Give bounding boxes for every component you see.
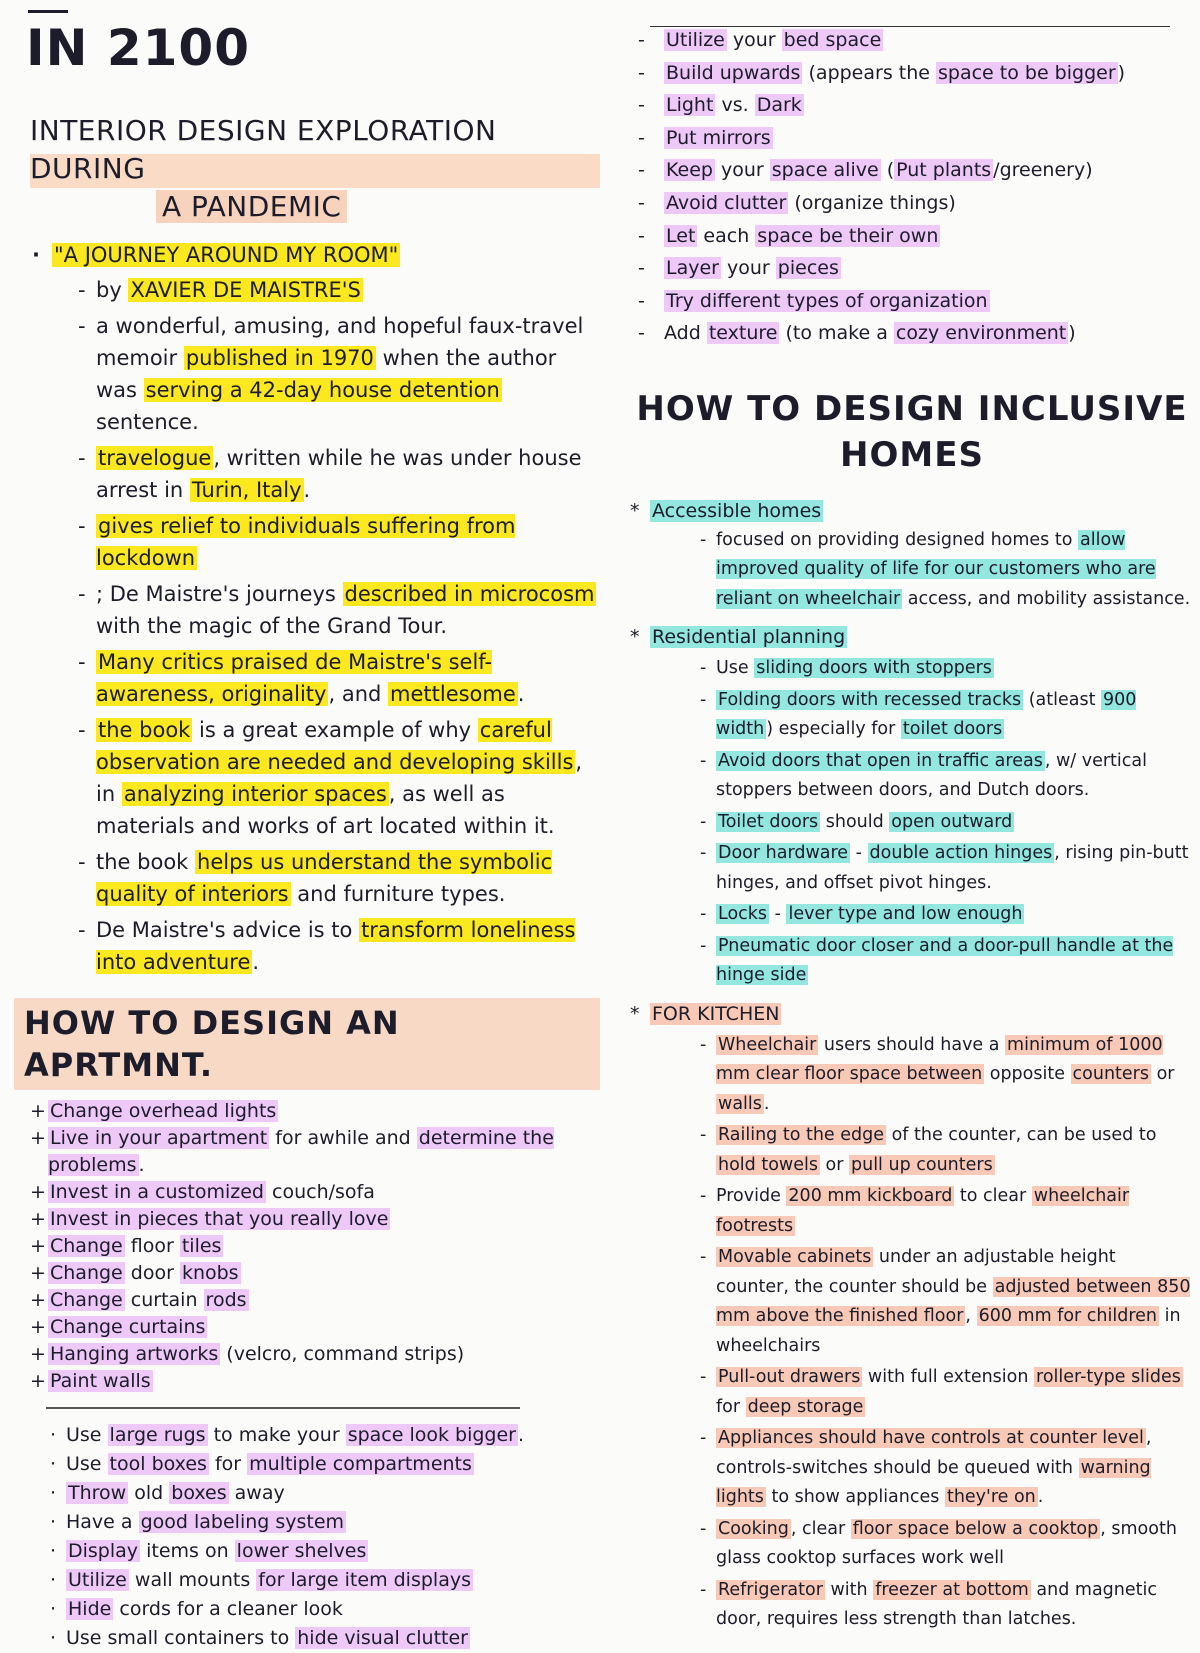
text-segment: tiles <box>181 1235 222 1257</box>
text-segment: Throw <box>68 1482 127 1504</box>
inclusive-heading <box>628 386 1196 478</box>
divider <box>46 1407 520 1409</box>
residential-point <box>628 654 1196 684</box>
text-segment: Build upwards <box>666 61 801 84</box>
text-segment: Paint walls <box>50 1370 151 1392</box>
apartment-tip <box>20 1368 600 1395</box>
text-segment: to show appliances <box>765 1487 945 1508</box>
text-segment: Utilize <box>666 29 725 51</box>
journey-point <box>20 310 600 438</box>
text-segment: Change curtains <box>50 1316 206 1338</box>
text-segment: large rugs <box>109 1424 206 1446</box>
journey-points <box>20 310 600 978</box>
text-segment: to make your <box>207 1424 346 1446</box>
text-segment: (atleast <box>1023 689 1101 710</box>
text-segment: serving a 42-day house detention <box>145 378 500 402</box>
text-segment: ( <box>880 159 895 182</box>
kitchen-point <box>628 1031 1196 1120</box>
text-segment: floor <box>124 1235 180 1257</box>
text-segment: travelogue <box>98 446 212 470</box>
page-title-line2 <box>156 188 600 226</box>
text-segment: lever type and low enough <box>788 904 1023 925</box>
text-segment: space alive <box>771 159 879 182</box>
text-segment: floor space below a cooktop <box>852 1518 1099 1539</box>
text-segment: transform loneliness into adventure <box>96 918 576 974</box>
text-segment: with the magic of the Grand Tour. <box>96 614 448 638</box>
text-segment: , <box>965 1306 977 1327</box>
text-segment: in wheelchairs <box>716 1306 1181 1356</box>
text-segment: Many critics praised de Maistre's self-awareness, originality <box>96 650 493 706</box>
text-segment: 600 mm for children <box>978 1306 1158 1327</box>
text-segment: to clear <box>954 1186 1032 1207</box>
apartment-tip <box>20 1341 600 1368</box>
text-segment: Pneumatic door closer and a door-pull handle at the hinge side <box>716 935 1174 986</box>
text-segment: - <box>850 843 868 864</box>
journey-point <box>20 846 600 910</box>
text-segment: toilet doors <box>902 719 1003 740</box>
right-column <box>628 0 1196 1635</box>
text-segment: , in <box>96 750 583 806</box>
apartment-tip <box>20 1595 600 1624</box>
text-segment: adjusted between 850 mm above the finished floor <box>716 1276 1191 1327</box>
left-column <box>20 0 600 1653</box>
kitchen-points <box>628 1031 1196 1635</box>
kitchen-label: * FOR KITCHEN <box>628 999 1196 1029</box>
text-segment: - <box>769 904 787 925</box>
text-segment: lower shelves <box>236 1540 367 1562</box>
apartment-tip <box>20 1450 600 1479</box>
text-segment: Light <box>666 94 714 117</box>
text-segment: Live in your apartment <box>50 1127 268 1149</box>
text-segment: away <box>228 1482 285 1504</box>
text-segment: focused on providing designed homes to <box>716 529 1078 550</box>
text-segment: for <box>208 1453 248 1475</box>
text-segment: , written while he was under house arrest in <box>96 446 582 502</box>
text-segment: , and <box>328 682 389 706</box>
text-segment: the book <box>98 718 191 742</box>
text-segment: Change <box>50 1262 123 1284</box>
text-segment: Wheelchair <box>718 1034 817 1055</box>
accessible-point <box>628 526 1196 615</box>
text-segment: Dark <box>756 94 802 117</box>
text-segment: couch/sofa <box>265 1181 375 1203</box>
text-segment: Invest in pieces that you really love <box>50 1208 389 1230</box>
text-segment: (organize things) <box>788 191 956 214</box>
text-segment: . <box>138 1154 145 1176</box>
text-segment: your <box>726 29 782 51</box>
kitchen-point <box>628 1424 1196 1513</box>
text-segment: (velcro, command strips) <box>220 1343 465 1365</box>
design-tip <box>628 57 1196 90</box>
text-segment: they're on <box>946 1487 1036 1508</box>
text-segment: with full extension <box>862 1367 1035 1388</box>
text-segment: space be their own <box>757 224 939 247</box>
text-segment: is a great example of why <box>192 718 478 742</box>
text-segment: rods <box>205 1289 247 1311</box>
text-segment: Movable cabinets <box>718 1247 872 1268</box>
apartment-dot-list <box>20 1421 600 1653</box>
apartment-tip <box>20 1421 600 1450</box>
text-segment: ; De Maistre's journeys <box>96 582 343 606</box>
design-tip <box>628 154 1196 187</box>
text-segment: Let <box>666 224 696 247</box>
kitchen-point <box>628 1363 1196 1422</box>
text-segment: Change <box>50 1289 123 1311</box>
text-segment: Folding doors with recessed tracks <box>718 689 1022 710</box>
design-tip <box>628 252 1196 285</box>
kitchen-point <box>628 1121 1196 1180</box>
text-segment: . <box>252 950 260 974</box>
text-segment: boxes <box>171 1482 227 1504</box>
text-segment: counters <box>1072 1064 1149 1085</box>
text-segment: Use <box>66 1424 108 1446</box>
apartment-tip <box>20 1125 600 1179</box>
journey-point <box>20 714 600 842</box>
residential-point <box>628 686 1196 745</box>
residential-points <box>628 654 1196 991</box>
residential-point <box>628 747 1196 806</box>
text-segment: with <box>824 1579 874 1600</box>
text-segment: the book <box>96 850 196 874</box>
text-segment: analyzing interior spaces <box>123 782 387 806</box>
text-segment: bed space <box>783 29 882 51</box>
text-segment: Utilize <box>68 1569 127 1591</box>
residential-point <box>628 808 1196 838</box>
journey-point <box>20 510 600 574</box>
residential-planning-label: * Residential planning <box>628 622 1196 652</box>
text-segment: of the counter, can be used to <box>886 1125 1157 1146</box>
text-segment: determine the problems <box>48 1127 554 1176</box>
text-segment: deep storage <box>747 1396 864 1417</box>
text-segment: Change <box>50 1235 123 1257</box>
text-segment: 200 mm kickboard <box>788 1186 953 1207</box>
tips-list <box>628 24 1196 350</box>
text-segment: or <box>819 1154 849 1175</box>
text-segment: for <box>716 1396 746 1417</box>
text-segment: , smooth glass cooktop surfaces work well <box>716 1518 1177 1569</box>
text-segment: your <box>720 257 776 280</box>
text-segment: space to be bigger <box>938 61 1116 84</box>
text-segment: old <box>128 1482 170 1504</box>
design-tip <box>628 220 1196 253</box>
kitchen-point <box>628 1243 1196 1361</box>
text-segment: each <box>697 224 756 247</box>
text-segment: Pull-out drawers <box>718 1367 861 1388</box>
text-segment: space look bigger <box>347 1424 516 1446</box>
text-segment: opposite <box>984 1064 1071 1085</box>
design-tip <box>628 187 1196 220</box>
text-segment: , clear <box>790 1518 851 1539</box>
journey-point <box>20 442 600 506</box>
apartment-tip <box>20 1260 600 1287</box>
text-segment: Toilet doors <box>718 811 819 832</box>
text-segment: minimum of 1000 mm clear floor space between <box>716 1034 1163 1085</box>
text-segment: roller-type slides <box>1036 1367 1181 1388</box>
apartment-tip <box>20 1098 600 1125</box>
text-segment: careful observation are needed and developing skills <box>96 718 574 774</box>
text-segment: Have a <box>66 1511 139 1533</box>
text-segment: . <box>1037 1487 1044 1508</box>
page-title-line1: INTERIOR DESIGN EXPLORATION DURING <box>30 112 600 188</box>
text-segment: Door hardware <box>718 843 849 864</box>
text-segment: ) <box>1068 322 1076 345</box>
residential-point <box>628 932 1196 991</box>
apartment-plus-list <box>20 1098 600 1395</box>
text-segment: pull up counters <box>851 1154 993 1175</box>
apartment-tip <box>20 1624 600 1653</box>
text-segment: open outward <box>891 811 1013 832</box>
text-segment: hold towels <box>718 1154 818 1175</box>
apartment-heading: HOW TO DESIGN AN APRTMNT. <box>14 998 600 1090</box>
residential-point <box>628 839 1196 898</box>
text-segment: . <box>303 478 311 502</box>
apartment-tip <box>20 1508 600 1537</box>
text-segment: knobs <box>181 1262 239 1284</box>
text-segment: , as well as materials and works of art located within it. <box>96 782 555 838</box>
text-segment: when the author was <box>96 346 557 402</box>
text-segment: for large item displays <box>258 1569 471 1591</box>
text-segment: access, and mobility assistance. <box>902 588 1191 609</box>
accessible-points <box>628 526 1196 615</box>
text-segment: Try different types of organization <box>666 289 988 312</box>
text-segment: Turin, Italy <box>191 478 302 502</box>
text-segment: ) <box>1117 61 1126 84</box>
text-segment: , controls-switches should be queued with <box>716 1428 1152 1478</box>
text-segment: . <box>517 682 525 706</box>
text-segment: hide visual clutter <box>297 1627 468 1649</box>
kitchen-point <box>628 1515 1196 1574</box>
kitchen-point <box>628 1576 1196 1635</box>
text-segment: users should have a <box>818 1034 1006 1055</box>
journey-point <box>20 914 600 978</box>
apartment-tip <box>20 1566 600 1595</box>
apartment-tip <box>20 1537 600 1566</box>
text-segment: Avoid clutter <box>666 191 787 214</box>
inclusive-heading-line1: HOW TO DESIGN INCLUSIVE <box>636 388 1188 429</box>
text-segment: pieces <box>777 257 839 280</box>
text-segment: Provide <box>716 1186 787 1207</box>
journey-point <box>20 646 600 710</box>
design-tip <box>628 24 1196 57</box>
text-segment: Change overhead lights <box>50 1100 277 1122</box>
journey-point <box>20 578 600 642</box>
text-segment: Use <box>66 1453 108 1475</box>
text-segment: walls <box>718 1093 762 1114</box>
journey-heading: · "A JOURNEY AROUND MY ROOM" <box>20 240 600 271</box>
text-segment: tool boxes <box>109 1453 207 1475</box>
text-segment: and magnetic door, requires less strength than latches. <box>716 1579 1157 1630</box>
text-segment: Put mirrors <box>666 126 771 149</box>
page-title-line2-text: A PANDEMIC <box>156 190 347 223</box>
residential-point <box>628 900 1196 930</box>
text-segment: /greenery) <box>993 159 1093 182</box>
inclusive-heading-line2: HOMES <box>840 434 984 475</box>
design-tip <box>628 285 1196 318</box>
text-segment: vs. <box>715 94 755 117</box>
text-segment: or <box>1151 1064 1175 1085</box>
apartment-tip <box>20 1206 600 1233</box>
text-segment: ) especially for <box>766 719 901 740</box>
text-segment: 900 width <box>716 689 1137 740</box>
text-segment: Avoid doors that open in traffic areas <box>718 750 1043 771</box>
text-segment: cozy environment <box>895 322 1067 345</box>
text-segment: Cooking <box>718 1518 789 1539</box>
text-segment: freezer at bottom <box>875 1579 1029 1600</box>
text-segment: . <box>518 1424 525 1446</box>
design-tip <box>628 89 1196 122</box>
text-segment: De Maistre's advice is to <box>96 918 360 942</box>
text-segment: under an adjustable height counter, the counter should be <box>716 1247 1116 1297</box>
text-segment: gives relief to individuals suffering from lockdown <box>96 514 516 570</box>
design-tip <box>628 317 1196 350</box>
text-segment: Invest in a customized <box>50 1181 264 1203</box>
apartment-tip <box>20 1479 600 1508</box>
journey-author: - by XAVIER DE MAISTRE'S <box>20 275 600 306</box>
text-segment: double action hinges <box>869 843 1053 864</box>
text-segment: texture <box>708 322 778 345</box>
design-tip <box>628 122 1196 155</box>
text-segment: Railing to the edge <box>718 1125 885 1146</box>
text-segment: Appliances should have controls at counter level <box>718 1428 1144 1449</box>
text-segment: helps us understand the symbolic quality of interiors <box>96 850 553 906</box>
text-segment: curtain <box>124 1289 204 1311</box>
text-segment: warning lights <box>716 1457 1151 1508</box>
text-segment: should <box>820 811 890 832</box>
text-segment: Use <box>716 658 755 679</box>
text-segment: Add <box>664 322 707 345</box>
text-segment: (to make a <box>779 322 894 345</box>
text-segment: allow improved quality of life for our customers who are reliant on wheelchair <box>716 529 1156 609</box>
text-segment: sentence. <box>96 410 199 434</box>
text-segment: Use small containers to <box>66 1627 296 1649</box>
text-segment: . <box>763 1093 770 1114</box>
text-segment: Layer <box>666 257 719 280</box>
kitchen-point <box>628 1182 1196 1241</box>
text-segment: cords for a cleaner look <box>113 1598 343 1620</box>
text-segment: sliding doors with stoppers <box>756 658 992 679</box>
text-segment: (appears the <box>802 61 936 84</box>
text-segment: Locks <box>718 904 768 925</box>
apartment-tip <box>20 1287 600 1314</box>
apartment-tip <box>20 1314 600 1341</box>
text-segment: your <box>714 159 770 182</box>
text-segment: described in microcosm <box>344 582 595 606</box>
text-segment: for awhile and <box>269 1127 417 1149</box>
text-segment: Display <box>68 1540 139 1562</box>
apartment-tip <box>20 1233 600 1260</box>
text-segment: , rising pin-butt hinges, and offset pivot hinges. <box>716 843 1189 893</box>
text-segment: Hide <box>68 1598 112 1620</box>
text-segment: and furniture types. <box>290 882 506 906</box>
text-segment: Put plants <box>896 159 992 182</box>
text-segment: multiple compartments <box>249 1453 472 1475</box>
text-segment: published in 1970 <box>185 346 374 370</box>
apartment-tip <box>20 1179 600 1206</box>
text-segment: Keep <box>666 159 713 182</box>
accessible-homes-label: * Accessible homes <box>628 496 1196 526</box>
text-segment: Refrigerator <box>718 1579 823 1600</box>
text-segment: a wonderful, amusing, and hopeful faux-travel memoir <box>96 314 584 370</box>
text-segment: , w/ vertical stoppers between doors, and Dutch doors. <box>716 750 1147 801</box>
text-segment: door <box>124 1262 180 1284</box>
text-segment: mettlesome <box>390 682 516 706</box>
course-code: IN 2100 <box>26 19 251 77</box>
text-segment: wheelchair footrests <box>716 1186 1130 1236</box>
text-segment: Hanging artworks <box>50 1343 219 1365</box>
text-segment: wall mounts <box>128 1569 257 1591</box>
text-segment: good labeling system <box>140 1511 345 1533</box>
text-segment: items on <box>140 1540 235 1562</box>
